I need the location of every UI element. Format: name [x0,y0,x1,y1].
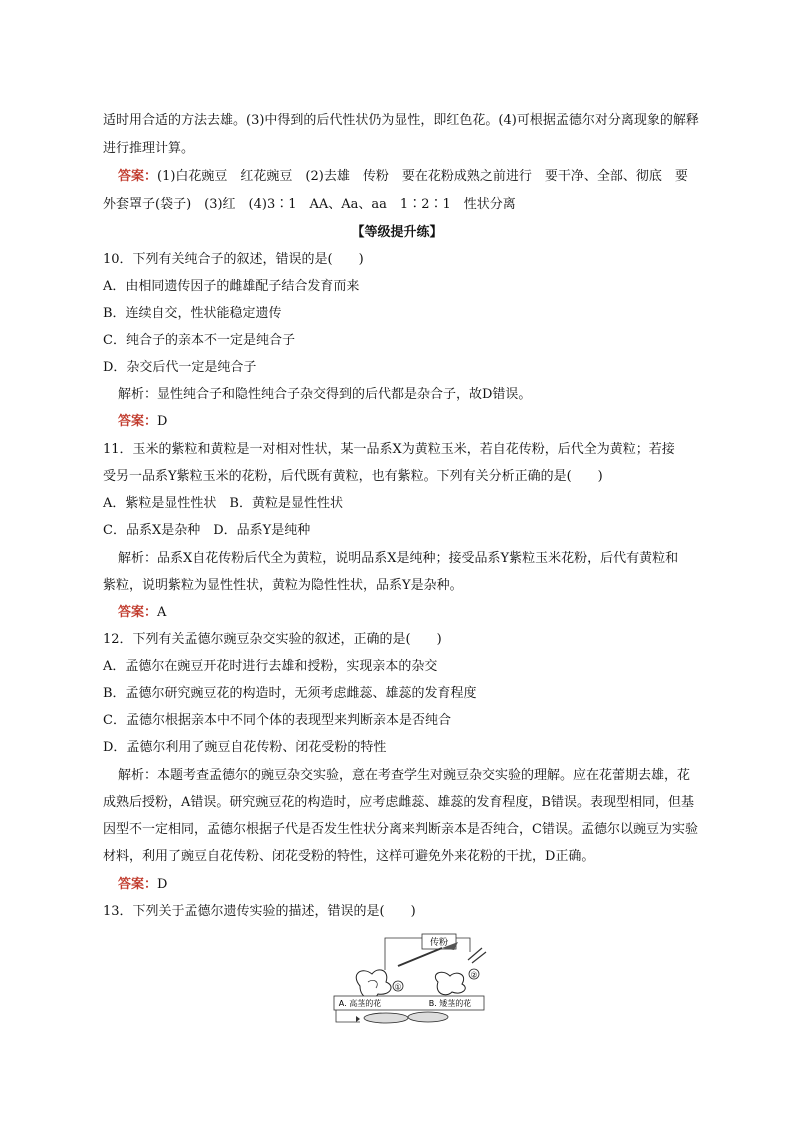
question-12: 12．下列有关孟德尔豌豆杂交实验的叙述，正确的是( ) [103,632,442,647]
answer-value: D [157,877,168,892]
answer-12 [118,871,742,898]
scissors-icon [468,948,486,963]
arrow-icon [356,1016,360,1022]
answer-label: 答案： [118,877,158,892]
answer-9-line-2: 外套罩子(袋子) (3)红 (4)3∶1 AA、Aa、aa 1∶2∶1 性状分离 [103,197,516,212]
step-2-label: ② [470,970,478,980]
explanation-12-line-1: 解析：本题考查孟德尔的豌豆杂交实验，意在考查学生对豌豆杂交实验的理解。应在花蕾期去雄，花 [118,768,691,783]
options-cd: C．品系X是杂种 D．品系Y是纯种 [103,523,311,538]
brush-icon [398,948,442,966]
option-b: B．连续自交，性状能稳定遗传 [103,306,282,321]
option-d: D．孟德尔利用了豌豆自花传粉、闭花受粉的特性 [103,740,387,755]
pea-pod-icon [408,1012,448,1022]
pea-pod-icon [364,1013,408,1023]
answer-text: (1)白花豌豆 红花豌豆 (2)去雄 传粉 要在花粉成熟之前进行 要干净、全部、彻底 要 [157,169,688,184]
option-d: D．杂交后代一定是纯合子 [103,360,257,375]
question-10: 10．下列有关纯合子的叙述，错误的是( ) [103,252,364,267]
answer-value: A [157,605,167,620]
answer-label: 答案： [118,414,158,429]
short-flower-icon [435,972,465,995]
explanation-12-line-2: 成熟后授粉，A错误。研究豌豆花的构造时，应考虑雌蕊、雄蕊的发育程度，B错误。表现型相同，但基 [103,795,694,810]
explanation-11-line-2: 紫粒，说明紫粒为显性性状，黄粒为隐性性状，品系Y是杂种。 [103,578,463,593]
explanation-12-line-3: 因型不一定相同，孟德尔根据子代是否发生性状分离来判断亲本是否纯合，C错误。孟德尔以豌豆为实验 [103,822,698,837]
answer-11 [118,599,742,626]
pollination-line [456,938,470,952]
answer-9-line-1 [118,163,742,190]
section-heading: 【等级提升练】 [351,225,443,240]
step-1-label: ① [394,982,402,992]
option-b: B．孟德尔研究豌豆花的构造时，无须考虑雌蕊、雄蕊的发育程度 [103,686,477,701]
question-13: 13．下列关于孟德尔遗传实验的描述，错误的是( ) [103,904,416,919]
pollination-line [385,938,422,970]
text-line: 适时用合适的方法去雄。(3)中得到的后代性状仍为显性，即红色花。(4)可根据孟德尔对分离现象的解释 [103,113,699,128]
explanation-11-line-1: 解析：品系X自花传粉后代全为黄粒，说明品系X是纯种；接受品系Y紫粒玉米花粉，后代有黄粒和 [118,551,679,566]
pollination-label: 传粉 [429,938,449,948]
text-line: 进行推理计算。 [103,141,195,156]
option-c: C．孟德尔根据亲本中不同个体的表现型来判断亲本是否纯合 [103,713,451,728]
option-c: C．纯合子的亲本不一定是纯合子 [103,333,295,348]
answer-label: 答案： [118,605,158,620]
explanation-10: 解析：显性纯合子和隐性纯合子杂交得到的后代都是杂合子，故D错误。 [118,387,532,402]
answer-label: 答案： [118,169,158,184]
option-a: A．由相同遗传因子的雌雄配子结合发育而来 [103,279,360,294]
explanation-12-line-4: 材料，利用了豌豆自花传粉、闭花受粉的特性，这样可避免外来花粉的干扰，D正确。 [103,849,595,864]
tall-flower-icon [356,970,391,999]
options-ab: A．紫粒是显性性状 B．黄粒是显性性状 [103,496,343,511]
pea-hybridization-figure [330,930,500,1025]
tall-flower-label: A. 高茎的花 [338,999,382,1008]
answer-10 [118,408,742,435]
option-a: A．孟德尔在豌豆开花时进行去雄和授粉，实现亲本的杂交 [103,659,438,674]
answer-value: D [157,414,168,429]
question-11-line-1: 11．玉米的紫粒和黄粒是一对相对性状，某一品系X为黄粒玉米，若自花传粉，后代全为黄粒；若接 [103,442,675,457]
short-flower-label: B. 矮茎的花 [428,999,472,1008]
question-11-line-2: 受另一品系Y紫粒玉米的花粉，后代既有黄粒，也有紫粒。下列有关分析正确的是( ) [103,469,603,484]
